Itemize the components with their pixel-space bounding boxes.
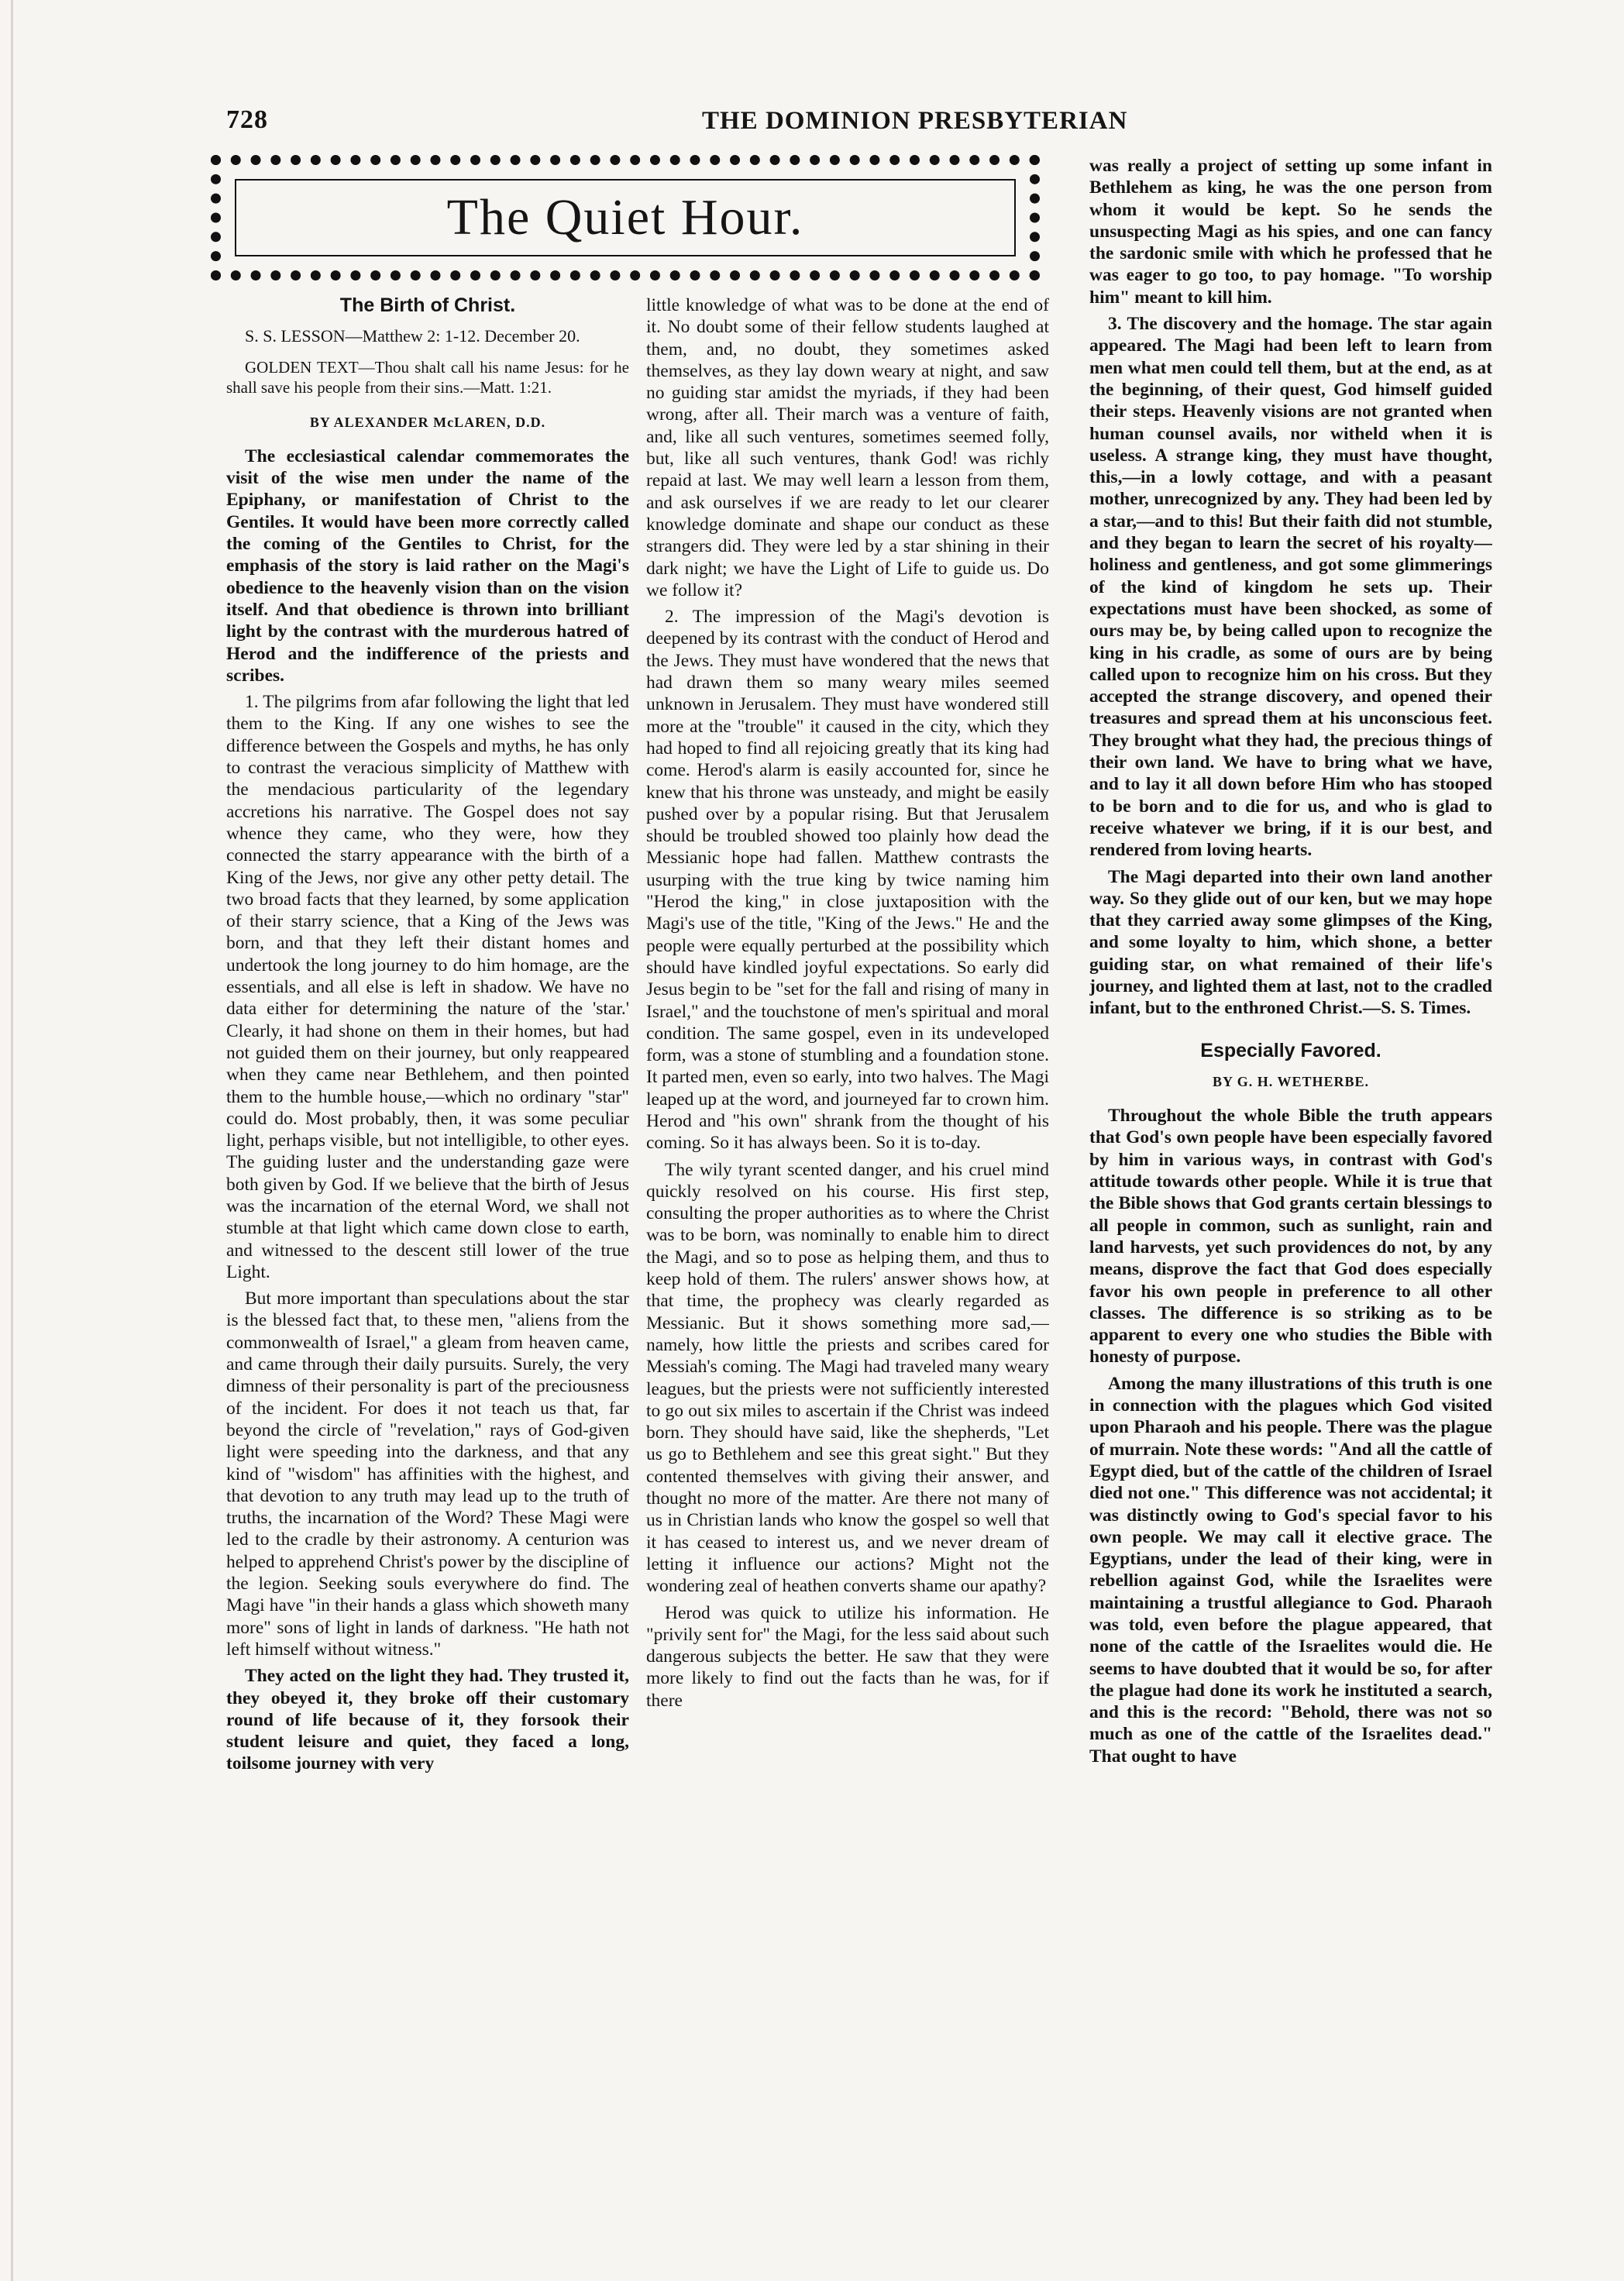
- column-1: [226, 294, 629, 2255]
- article-paragraph: The Magi departed into their own land another way. So they glide out of our ken, but we may hope that they carried away some glimpses of the King, and some loyalty to him, which shone, a better guiding star, on what remained of their life's journey, and lighted them at last, not to the cradled infant, but to the enthroned Christ.—S. S. Times.: [1089, 866, 1492, 1019]
- article-paragraph: They acted on the light they had. They trusted it, they obeyed it, they broke off their customary round of life because of it, they forsook their student leisure and quiet, they faced a long, toilsome journey with very: [226, 1666, 629, 1774]
- article-title: Especially Favored.: [1200, 1039, 1381, 1061]
- article-paragraph: Herod was quick to utilize his information. He "privily sent for" the Magi, for the less said about such dangerous subjects the better. He saw that they were more likely to find out the facts than he was, for if there: [646, 1602, 1049, 1711]
- column-3: [1089, 155, 1492, 2255]
- article-paragraph: 3. The discovery and the homage. The star again appeared. The Magi had been left to learn from men what men could tell them, but at the end, as at the beginning, of their quest, God himself guided their steps. Heavenly visions are not granted when human counsel avails, nor witheld when it is useless. A strange king, they must have thought, this,—in a lowly cottage, and with a peasant mother, unrecognized by any. They had been led by a star,—and to this! But their faith did not stumble, and they began to learn the secret of his royalty—holiness and gentleness, and got some glimmerings of the kind of kingdom he sets up. Their expectations must have been shocked, as some of ours may be, by being called upon to recognize the king in his cradle, as some of ours are by being called upon to recognize him on his cross. But they accepted the strange discovery, and opened their treasures and spread them at his unconscious feet. They brought what they had, the precious things of their own land. We have to bring what we have, and to lay it all down before Him who has stooped to be born and to die for us, and who is glad to receive whatever we bring, if it is our best, and rendered from loving hearts.: [1089, 314, 1492, 861]
- article-paragraph: But more important than speculations about the star is the blessed fact that, to these men, "aliens from the commonwealth of Israel," a gleam from heaven came, and came through their daily pursuits. Surely, the very dimness of their personality is part of the preciousness of the incident. For does it not teach us that, far beyond the circle of "revelation," rays of God-given light were speeding into the darkness, and that any kind of "wisdom" has affinities with the highest, and that devotion to any truth may lead up to the truth of truths, the incarnation of the Word? These Magi were led to the cradle by their astronomy. A centurion was helped to apprehend Christ's power by the discipline of the legion. Seeking souls everywhere do find. The Magi have "in their hands a glass which showeth many more" sons of light in lands of darkness. "He hath not left himself without witness.": [226, 1288, 629, 1660]
- section-title: The Quiet Hour.: [446, 189, 804, 246]
- article-paragraph: The wily tyrant scented danger, and his cruel mind quickly resolved on his course. His first step, consulting the proper authorities as to where the Christ was to be born, was nominally to enable him to direct the Magi, and so to pose as helping them, and thus to keep hold of them. The rulers' answer shows how, at that time, the prophecy was clearly regarded as Messianic. But it shows something more sad,—namely, how little the priests and scribes cared for Messiah's coming. The Magi had traveled many weary leagues, but the priests were not sufficiently interested to go out six miles to ascertain if the Christ was indeed born. They should have said, like the shepherds, "Let us go to Bethlehem and see this great sight." But they contented themselves with giving their answer, and thought no more of the matter. Are there not many of us in Christian lands who know the gospel so well that it has ceased to interest us, and we never dream of letting it influence our actions? Might not the wondering zeal of heathen converts shame our apathy?: [646, 1159, 1049, 1597]
- article-paragraph: 1. The pilgrims from afar following the light that led them to the King. If any one wishes to see the difference between the Gospels and myths, he has only to contrast the veracious simplicity of Matthew with the mendacious particularity of the legendary accretions his narrative. The Gospel does not say whence they came, who they were, how they connected the starry appearance with the birth of a King of the Jews, nor give any other petty detail. The two broad facts that they learned, by some application of their starry science, that a King of the Jews was born, and that they left their distant homes and undertook the long journey to do him homage, are the essentials, and all else is left in shadow. We have no data either for determining the nature of the 'star.' Clearly, it had shone on them in their homes, but had not guided them on their journey, but only reappeared when they came near Bethlehem, and then pointed them to the humble house,—which no ordinary "star" could do. Most probably, then, it was some peculiar light, perhaps visible, but not intelligible, to other eyes. The guiding luster and the understanding gaze were both given by God. If we believe that the birth of Jesus was the incarnation of the eternal Word, we shall not stumble at that light which came down close to earth, and witnessed to the descent still lower of the true Light.: [226, 692, 629, 1282]
- article-paragraph: The ecclesiastical calendar commemorates the visit of the wise men under the name of the Epiphany, or manifestation of Christ to the Gentiles. It would have been more correctly called the coming of the Gentiles to Christ, for the emphasis of the story is laid rather on the Magi's obedience to the heavenly vision than on the vision itself. And that obedience is thrown into brilliant light by the contrast with the murderous hatred of Herod and the indifference of the priests and scribes.: [226, 446, 629, 686]
- article-byline: BY ALEXANDER McLAREN, D.D.: [309, 414, 546, 430]
- column-2: [646, 294, 1049, 2255]
- article-title: The Birth of Christ.: [339, 294, 516, 316]
- page-number: 728: [226, 105, 268, 134]
- article-paragraph: Throughout the whole Bible the truth appears that God's own people have been especially favored by him in various ways, in contrast with God's attitude towards other people. While it is true that the Bible shows that God grants certain blessings to all people in common, such as sunlight, rain and land harvests, yet such providences do not, by any means, disprove the fact that God does especially favor his own people in preference to all other classes. The difference is so striking as to be apparent to every one who studies the Bible with honesty of purpose.: [1089, 1106, 1492, 1368]
- article-paragraph: Among the many illustrations of this truth is one in connection with the plagues which God visited upon Pharaoh and his people. There was the plague of murrain. Note these words: "And all the cattle of Egypt died, but of the cattle of the children of Israel died not one." This difference was not accidental; it was distinctly owing to God's special favor to his own people. We may call it elective grace. The Egyptians, under the lead of their king, were in rebellion against God, while the Israelites were maintaining a trustful allegiance to God. Pharaoh was told, even before the plague appeared, that none of the cattle of the Israelites would die. He seems to have doubted that it would be so, for after the plague had done its work he instituted a search, and this is the record: "Behold, there was not so much as one of the cattle of the Israelites dead." That ought to have: [1089, 1373, 1492, 1767]
- golden-text: GOLDEN TEXT—Thou shalt call his name Jesus: for he shall save his people from their sins.—Matt. 1:21.: [226, 357, 629, 397]
- article-paragraph: little knowledge of what was to be done at the end of it. No doubt some of their fellow students laughed at them, and, no doubt, they sometimes asked themselves, as they lay down weary at night, and saw no guiding star amidst the myriads, if they had been wrong, after all. Their march was a venture of faith, and, like all such ventures, sometimes seemed folly, but, like all such ventures, thank God! was richly repaid at last. We may well learn a lesson from them, and ask ourselves if we are ready to let our clearer knowledge dominate and shape our conduct as these strangers did. They were led by a star shining in their dark night; we have the Light of Life to guide us. Do we follow it?: [646, 295, 1049, 600]
- section-banner-inner: [235, 179, 1016, 256]
- article-byline: BY G. H. WETHERBE.: [1212, 1073, 1370, 1089]
- article-paragraph: was really a project of setting up some infant in Bethlehem as king, he was the one person from whom it would be kept. So he sends the unsuspecting Magi as his spies, and one can fancy the sardonic smile with which he professed that he was eager to go too, to pay homage. "To worship him" meant to kill him.: [1089, 156, 1492, 308]
- section-banner: [211, 155, 1040, 280]
- article-paragraph: 2. The impression of the Magi's devotion is deepened by its contrast with the conduct of Herod and the Jews. They must have wondered that the news that had drawn them so many weary miles seemed unknown in Jerusalem. They must have wondered still more at the "trouble" it caused in the city, which they had hoped to find all rejoicing greatly that its king had come. Herod's alarm is easily accounted for, since he knew that his throne was unsteady, and might be easily pushed over by a popular rising. But that Jerusalem should be troubled showed too plainly how dead the Messianic hope had fallen. Matthew contrasts the usurping with the true king by twice naming him "Herod the king," in close juxtaposition with the Magi's use of the title, "King of the Jews." He and the people were equally perturbed at the possibility which should have kindled joyful expectations. So early did Jesus begin to be "set for the fall and rising of many in Israel," and the touchstone of men's spiritual and moral condition. The same gospel, even in its undeveloped form, was a stone of stumbling and a foundation stone. It parted men, even so early, into two halves. The Magi leaped up at the word, and journeyed far to crown him. Herod and "his own" shrank from the thought of his coming. So it has always been. So it is to-day.: [646, 607, 1049, 1154]
- newspaper-title: THE DOMINION PRESBYTERIAN: [702, 107, 1128, 135]
- lesson-reference: S. S. LESSON—Matthew 2: 1-12. December 20.: [245, 326, 580, 346]
